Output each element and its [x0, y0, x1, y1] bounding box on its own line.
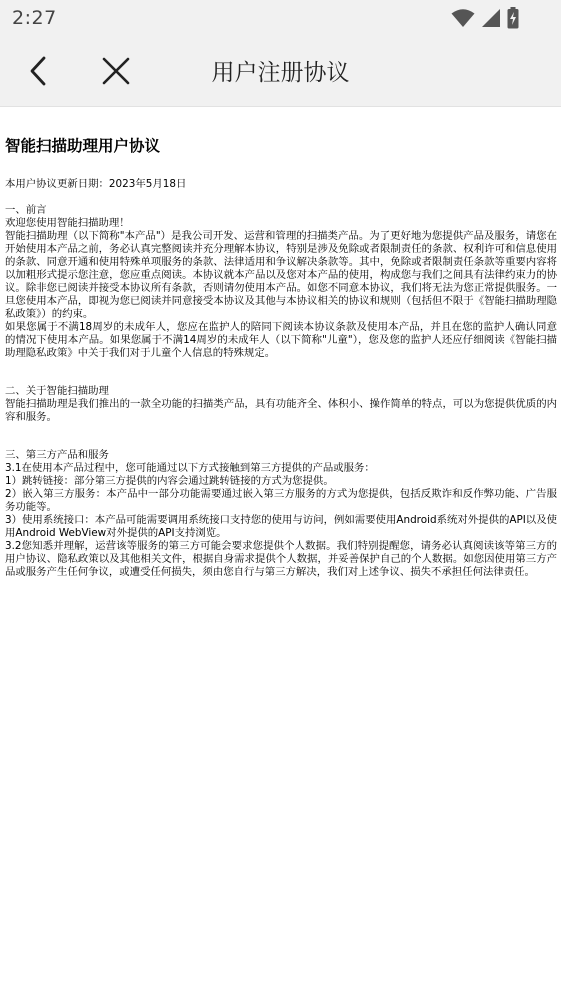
- update-date: 本用户协议更新日期：2023年5月18日: [5, 178, 187, 190]
- paragraph: 如果您属于不满18周岁的未成年人，您应在监护人的陪同下阅读本协议条款及使用本产品，并且在您的监护人确认同意的情况下使用本产品。如果您属于不满14周岁的未成年人（以下简称"儿童"），您及您的监护人还应仔细阅读《智能扫描助理隐私政策》中关于我们对于儿童个人信息的特殊规定。: [5, 321, 557, 359]
- battery-charging-icon: [507, 7, 519, 29]
- list-item: 1）跳转链接：部分第三方提供的内容会通过跳转链接的方式为您提供。: [5, 475, 334, 487]
- section-heading: 一、前言: [5, 204, 47, 216]
- status-time: 2:27: [12, 7, 57, 29]
- paragraph: 智能扫描助理（以下简称"本产品"）是我公司开发、运营和管理的扫描类产品。为了更好地为您提供产品及服务，请您在开始使用本产品之前，务必认真完整阅读并充分理解本协议，特别是涉及免除或者限制责任的条款、权利许可和信息使用的条款、同意开通和使用特殊单项服务的条款、法律适用和争议解决条款等。其中，免除或者限制责任条款等重要内容将以加粗形式提示您注意，您应重点阅读。本协议就本产品以及您对本产品的使用，构成您与我们之间具有法律约束力的协议。除非您已阅读并接受本协议所有条款，否则请勿使用本产品。如您不同意本协议，我们将无法为您正常提供服务。一旦您使用本产品，即视为您已阅读并同意接受本协议及其他与本协议相关的协议和规则（包括但不限于《智能扫描助理隐私政策》）的约束。: [5, 230, 557, 320]
- list-item: 3）使用系统接口：本产品可能需要调用系统接口支持您的使用与访问，例如需要使用Android系统对外提供的API以及使用Android WebView对外提供的API支持浏览。: [5, 514, 557, 539]
- section-heading: 三、第三方产品和服务: [5, 449, 109, 461]
- document-body: [5, 178, 557, 579]
- paragraph: 智能扫描助理是我们推出的一款全功能的扫描类产品，具有功能齐全、体积小、操作简单的特点，可以为您提供优质的内容和服务。: [5, 398, 557, 423]
- section-heading: 二、关于智能扫描助理: [5, 385, 109, 397]
- list-item: 2）嵌入第三方服务：本产品中一部分功能需要通过嵌入第三方服务的方式为您提供，包括反欺诈和反作弊功能、广告服务功能等。: [5, 488, 557, 513]
- document-content[interactable]: [0, 107, 561, 999]
- page-title: 用户注册协议: [211, 60, 350, 86]
- paragraph: 3.2您知悉并理解，运营该等服务的第三方可能会要求您提供个人数据。我们特别提醒您，请务必认真阅读该等第三方的用户协议、隐私政策以及其他相关文件，根据自身需求提供个人数据，并妥善保护自己的个人数据。如您因使用第三方产品或服务产生任何争议，或遭受任何损失，须由您自行与第三方解决，我们对上述争议、损失不承担任何法律责任。: [5, 540, 557, 578]
- paragraph: 3.1在使用本产品过程中，您可能通过以下方式接触到第三方提供的产品或服务：: [5, 462, 375, 474]
- document-title: 智能扫描助理用户协议: [5, 137, 161, 155]
- paragraph: 欢迎您使用智能扫描助理！: [5, 217, 130, 229]
- status-bar: [0, 0, 561, 36]
- cell-signal-icon: [481, 8, 501, 28]
- app-bar: [0, 36, 561, 107]
- wifi-icon: [451, 8, 475, 28]
- status-icons: [451, 8, 519, 28]
